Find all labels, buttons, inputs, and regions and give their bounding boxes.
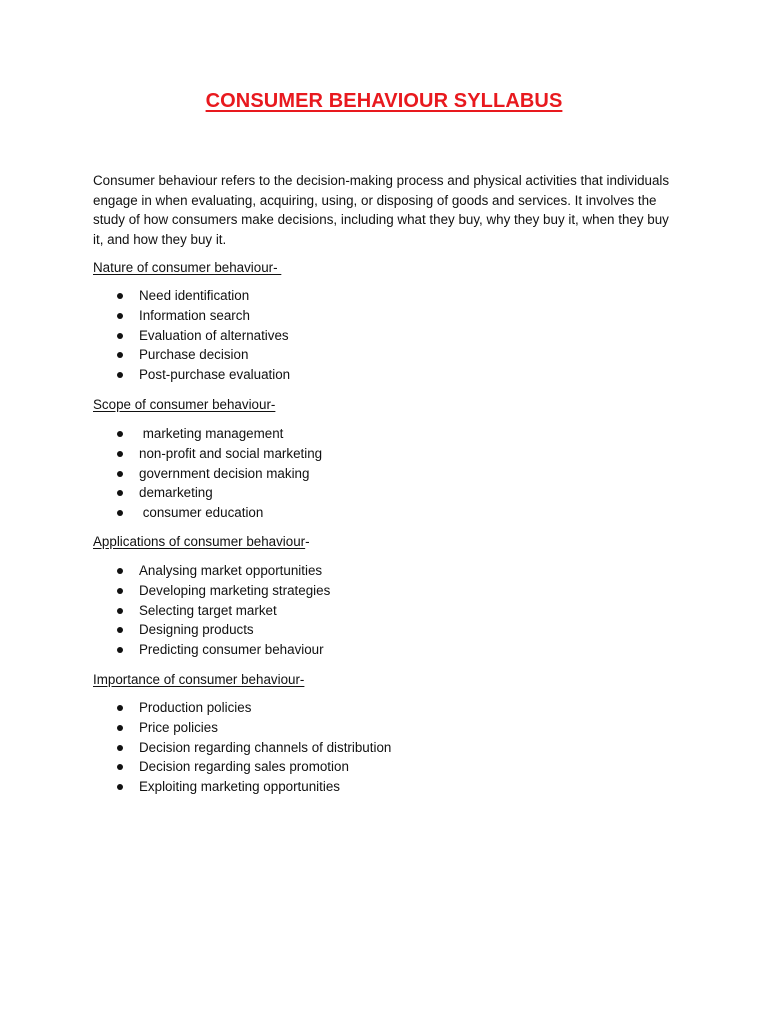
section-heading-suffix: -	[305, 534, 310, 549]
intro-paragraph: Consumer behaviour refers to the decision-making process and physical activities that individuals engage in when evaluating, acquiring, using, or disposing of goods and services. It involves the study of how consumers make decisions, including what they buy, why they buy it, when they buy it, and how they buy it.	[93, 173, 670, 248]
section-heading-importance	[93, 670, 304, 689]
list-item-text: Selecting target market	[139, 602, 277, 618]
bullet-icon	[117, 313, 123, 319]
bullet-icon	[117, 568, 123, 574]
page-title: CONSUMER BEHAVIOUR SYLLABUS	[205, 90, 563, 112]
list-item	[93, 306, 290, 326]
bullet-icon	[117, 372, 123, 378]
bullet-icon	[117, 471, 123, 477]
nature-list	[93, 286, 290, 385]
list-item	[93, 345, 290, 365]
bullet-icon	[117, 745, 123, 751]
list-item	[93, 738, 391, 758]
list-item-text: demarketing	[139, 485, 213, 501]
list-item	[93, 424, 322, 444]
bullet-icon	[117, 647, 123, 653]
list-item	[93, 483, 322, 503]
section-heading-nature	[93, 258, 281, 277]
list-item-text: marketing management	[139, 426, 284, 441]
list-item-text: non-profit and social marketing	[139, 445, 323, 461]
list-item	[93, 464, 322, 484]
list-item-text: Production policies	[139, 700, 252, 715]
list-item-text: Price policies	[139, 719, 218, 735]
list-item-text: Purchase decision	[139, 347, 249, 363]
importance-list	[93, 698, 391, 797]
list-item	[93, 365, 290, 385]
list-item	[93, 718, 391, 738]
bullet-icon	[117, 608, 123, 614]
bullet-icon	[117, 510, 123, 516]
bullet-icon	[117, 627, 123, 633]
list-item	[93, 503, 322, 523]
list-item-text: Developing marketing strategies	[139, 582, 331, 598]
bullet-icon	[117, 293, 123, 299]
list-item-text: Decision regarding channels of distribution	[139, 739, 392, 755]
list-item	[93, 561, 330, 581]
list-item	[93, 757, 391, 777]
list-item	[93, 581, 330, 601]
list-item	[93, 326, 290, 346]
list-item-text: Analysing market opportunities	[139, 563, 323, 578]
list-item-text: Designing products	[139, 622, 254, 638]
list-item	[93, 777, 391, 797]
section-heading-applications	[93, 532, 310, 551]
bullet-icon	[117, 784, 123, 790]
list-item	[93, 620, 330, 640]
bullet-icon	[117, 705, 123, 711]
section-heading-text: Scope of consumer behaviour-	[93, 397, 276, 412]
bullet-icon	[117, 431, 123, 437]
list-item	[93, 698, 391, 718]
list-item-text: Exploiting marketing opportunities	[139, 779, 340, 795]
list-item-text: Evaluation of alternatives	[139, 327, 289, 343]
list-item-text: Need identification	[139, 288, 250, 303]
list-item	[93, 640, 330, 660]
list-item-text: consumer education	[139, 505, 264, 521]
list-item-text: Information search	[139, 307, 250, 323]
section-heading-text: Nature of consumer behaviour-	[93, 260, 282, 275]
list-item	[93, 601, 330, 621]
bullet-icon	[117, 764, 123, 770]
section-heading-scope	[93, 395, 275, 414]
list-item-text: Post-purchase evaluation	[139, 367, 291, 383]
list-item	[93, 286, 290, 306]
list-item-text: government decision making	[139, 465, 310, 481]
section-heading-text: Applications of consumer behaviour	[93, 534, 306, 549]
list-item-text: Predicting consumer behaviour	[139, 642, 324, 658]
list-item-text: Decision regarding sales promotion	[139, 759, 349, 775]
bullet-icon	[117, 725, 123, 731]
bullet-icon	[117, 352, 123, 358]
section-heading-text: Importance of consumer behaviour-	[93, 672, 305, 687]
bullet-icon	[117, 588, 123, 594]
list-item	[93, 444, 322, 464]
scope-list	[93, 424, 322, 523]
bullet-icon	[117, 333, 123, 339]
bullet-icon	[117, 490, 123, 496]
applications-list	[93, 561, 330, 660]
bullet-icon	[117, 451, 123, 457]
